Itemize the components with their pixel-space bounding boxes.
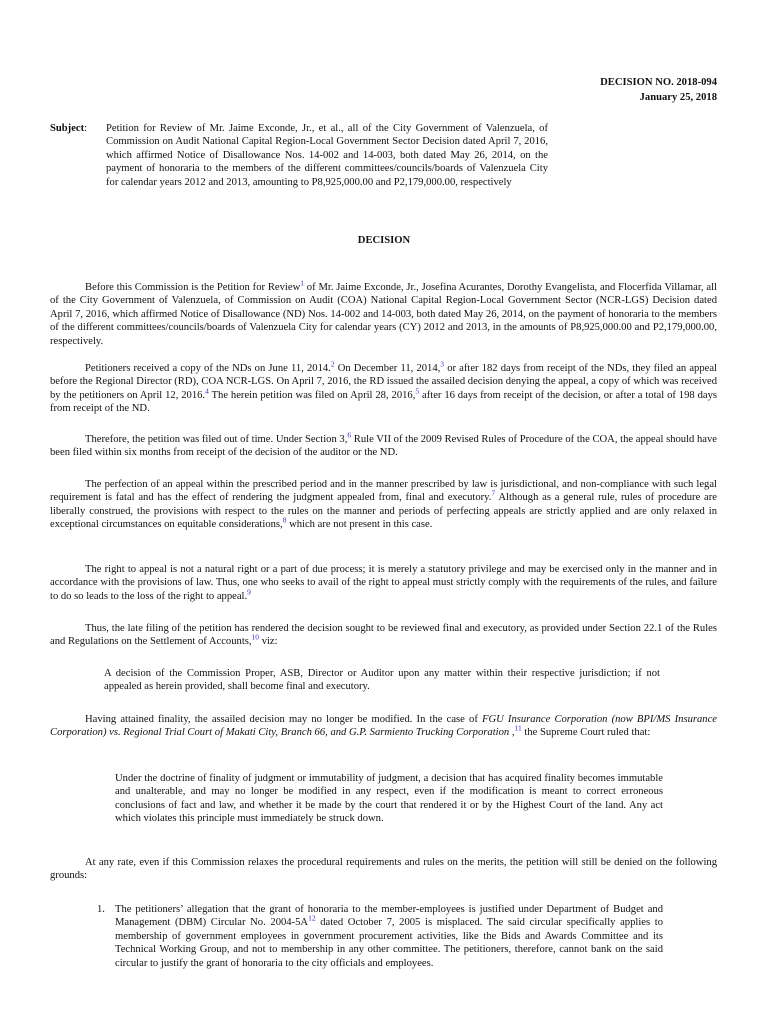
paragraph-6: Thus, the late filing of the petition has rendered the decision sought to be reviewed final and executory, as provided under Section 22.1 of the Rules and Regulations on the Settlement of Accounts,$^{10}$ viz: — [50, 623, 717, 648]
footnote-ref-5[interactable]: 5 — [415, 386, 420, 396]
footnote-ref-2[interactable]: 2 — [330, 359, 335, 369]
footnote-ref-9[interactable]: 9 — [247, 587, 251, 597]
subject-label: Subject: — [50, 123, 88, 134]
footnote-ref-3[interactable]: 3 — [440, 359, 445, 369]
quoted-ruling: Under the doctrine of finality of judgment or immutability of judgment, a decision that has acquired finality becomes immutable and unalterable, and may no longer be modified in any respect, even if the modification is meant to correct erroneous conclusions of fact and law, and whether it be made by the court that rendered it or by the Highest Court of the land. Any act which violates this principle must immediately be struck down. — [115, 773, 663, 825]
footnote-ref-11[interactable]: 11 — [514, 723, 522, 733]
paragraph-1: Before this Commission is the Petition for Review$^1$ of Mr. Jaime Exconde, Jr., Josefina Acurantes, Dorothy Evangelista, and Flocerfida Villamar, all of the City Government of Valenzuela, of Commission on Audit (COA) National Capital Region-Local Government Sector (NCR-LGS) Decision dated April 7, 2016, which affirmed Notice of Disallowance (ND) Nos. 14-002 and 14-003, both dated May 26, 2014, on the payment of honoraria to the members of the different committees/councils/boards of Valenzuela City for calendar years (CY) 2012 and 2013, in the amounts of P8,925,000.00 and P2,179,000.00, respectively. — [50, 278, 717, 347]
footnote-ref-1[interactable]: 1 — [300, 278, 304, 288]
footnote-ref-10[interactable]: 10 — [251, 632, 260, 642]
paragraph-8: At any rate, even if this Commission relaxes the procedural requirements and rules on the merits, the petition will still be denied on the following grounds: — [50, 857, 717, 882]
footnote-ref-8[interactable]: 8 — [282, 515, 287, 525]
document-title: DECISION — [357, 235, 411, 246]
paragraph-2: Petitioners received a copy of the NDs on June 11, 2014.$^2$ On December 11, 2014,$^3$ or after 182 days from receipt of the NDs, they filed an appeal before the Regional Director (RD), COA NCR-LGS. On April 7, 2016, the RD issued the assailed decision denying the appeal, a copy of which was received by the petitioners on April 12, 2016.$^4$ The herein petition was filed on April 28, 2016,$^5$ after 16 days from receipt of the decision, or after a total of 198 days from receipt of the ND. — [50, 359, 718, 415]
decision-number: DECISION NO. 2018-094 — [600, 77, 717, 88]
paragraph-5: The right to appeal is not a natural right or a part of due process; it is merely a statutory privilege and may be exercised only in the manner and in accordance with the provisions of law. Thus, one who seeks to avail of the right to appeal must strictly comply with the requirements of the rules, and failure to do so leads to the loss of the right to appeal.$^9$ — [50, 564, 717, 602]
paragraph-3: Therefore, the petition was filed out of time. Under Section 3,$^6$ Rule VII of the 2009 Revised Rules of Procedure of the COA, the appeal should have been filed within six months from receipt of the decision of the auditor or the ND. — [50, 430, 717, 459]
decision-header — [600, 75, 717, 105]
list-item — [97, 903, 663, 970]
list-item-text: The petitioners’ allegation that the grant of honoraria to the member-employees is justified under Department of Budget and Management (DBM) Circular No. $2004-5A^{12}$ dated October 7, 2005 is misplaced. The said circular specifically applies to membership of government employees in government procurement activities, like the Bids and Awards Committee and its Technical Working Group, and not to membership in any other committee. The petitioners, therefore, cannot bank on the said circular to justify the grant of honoraria to the city officials and employees. — [115, 904, 663, 969]
list-number: 1. — [97, 904, 105, 915]
paragraph-4: The perfection of an appeal within the prescribed period and in the manner prescribed by law is jurisdictional, and non-compliance with such legal requirement is fatal and has the effect of rendering the judgment appealed from, final and executory.$^7$ Although as a general rule, rules of procedure are liberally construed, the provisions with respect to the rules on the manner and periods of perfecting appeals are strictly applied and are only relaxed in exceptional circumstances on equitable considerations,$^8$ which are not present in this case. — [50, 479, 717, 531]
paragraph-7: Having attained finality, the assailed decision may no longer be modified. In the case of FGU Insurance Corporation (now BPI/MS Insurance Corporation) vs. Regional Trial Court of Makati City, Branch 66, and G.P. Sarmiento Trucking Corporation ,$^{11}$ the Supreme Court ruled that: — [50, 714, 717, 739]
case-citation: FGU Insurance Corporation (now BPI/MS Insurance Corporation) vs. Regional Trial Court of Makati City, Branch 66, and G.P. Sarmiento Trucking Corporation — [50, 714, 717, 739]
subject-text: Petition for Review of Mr. Jaime Exconde, Jr., et al., all of the City Government of Valenzuela, of Commission on Audit National Capital Region-Local Government Sector Decision dated April 7, 2016, which affirmed Notice of Disallowance Nos. 14-002 and 14-003, both dated May 26, 2014, on the payment of honoraria to the members of the different committees/councils/boards of Valenzuela City for calendar years 2012 and 2013, amounting to P8,925,000.00 and P2,179,000.00, respectively — [106, 123, 548, 188]
footnote-ref-7[interactable]: 7 — [491, 488, 496, 498]
footnote-ref-6[interactable]: 6 — [347, 430, 352, 440]
decision-date: January 25, 2018 — [639, 92, 717, 103]
quoted-rule: A decision of the Commission Proper, ASB, Director or Auditor upon any matter within their respective jurisdiction; if not appealed as herein provided, shall become final and executory. — [104, 668, 660, 693]
footnote-ref-12[interactable]: 12 — [308, 913, 316, 923]
footnote-ref-4[interactable]: 4 — [205, 386, 209, 396]
